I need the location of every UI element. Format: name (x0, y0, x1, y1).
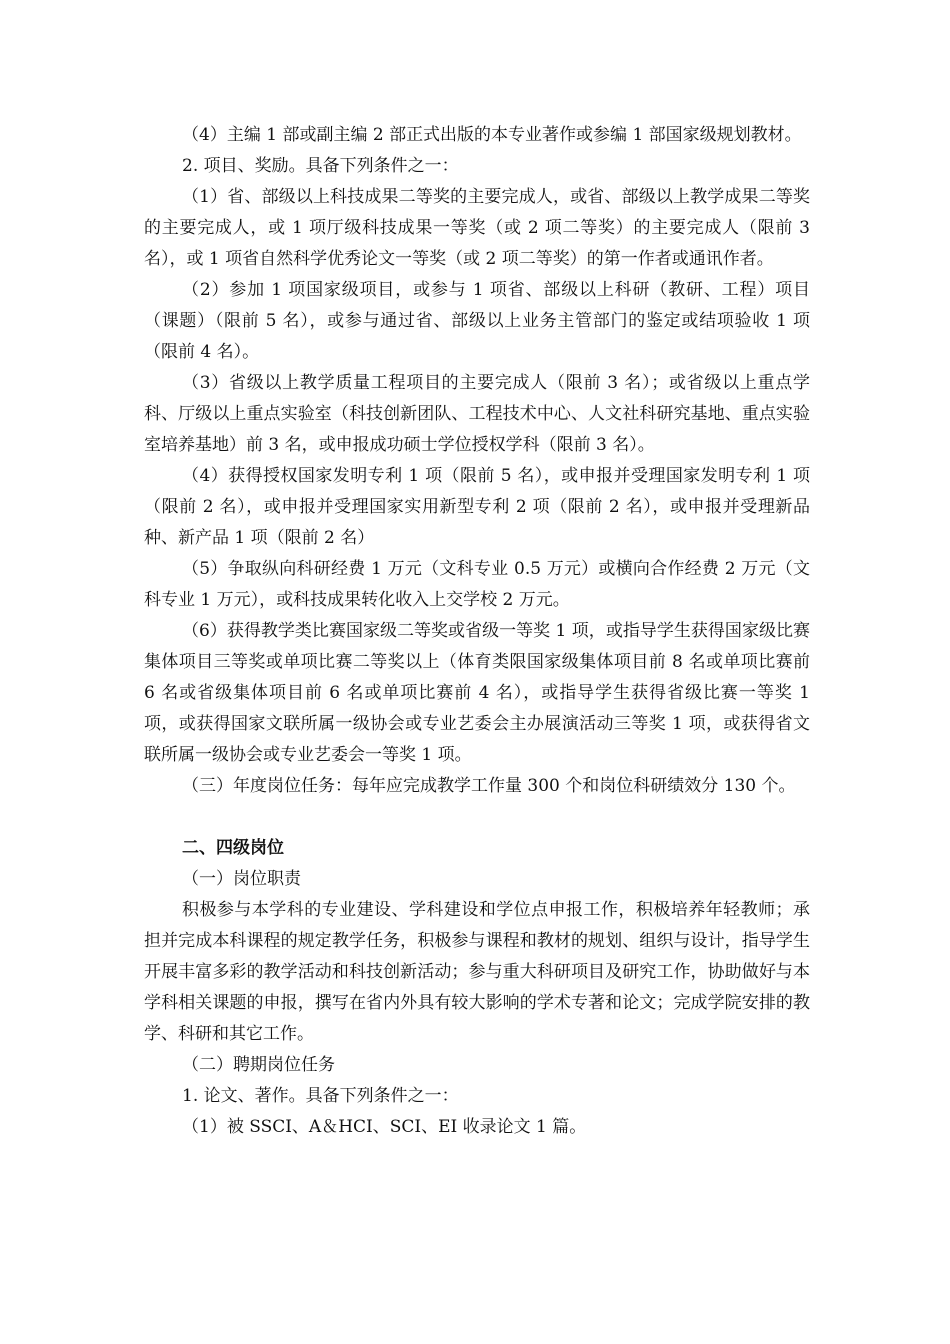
paragraph-editorship: （4）主编 1 部或副主编 2 部正式出版的本专业著作或参编 1 部国家级规划教材。 (182, 125, 802, 145)
paragraph-duties-title: （一）岗位职责 (182, 869, 301, 889)
paragraph-term-tasks-title: （二）聘期岗位任务 (182, 1055, 335, 1075)
paragraph-duties-body: 积极参与本学科的专业建设、学科建设和学位点申报工作，积极培养年轻教师；承担并完成本科课程的规定教学任务，积极参与课程和教材的规划、组织与设计，指导学生开展丰富多彩的教学活动和科技创新活动；参与重大科研项目及研究工作，协助做好与本学科相关课题的申报，撰写在省内外具有较大影响的学术专著和论文；完成学院安排的教学、科研和其它工作。 (144, 900, 810, 1044)
paragraph-award-condition-4: （4）获得授权国家发明专利 1 项（限前 5 名），或申报并受理国家发明专利 1 项（限前 2 名），或申报并受理国家实用新型专利 2 项（限前 2 名），或申报并受理新品种、新产品 1 项（限前 2 名） (144, 466, 810, 548)
paragraph-annual-tasks: （三）年度岗位任务：每年应完成教学工作量 300 个和岗位科研绩效分 130 个。 (182, 776, 796, 796)
paragraph-papers-condition-1: （1）被 SSCI、A＆HCI、SCI、EI 收录论文 1 篇。 (182, 1117, 587, 1137)
paragraph-award-condition-5: （5）争取纵向科研经费 1 万元（文科专业 0.5 万元）或横向合作经费 2 万元（文科专业 1 万元），或科技成果转化收入上交学校 2 万元。 (144, 559, 810, 610)
paragraph-award-condition-1: （1）省、部级以上科技成果二等奖的主要完成人，或省、部级以上教学成果二等奖的主要完成人，或 1 项厅级科技成果一等奖（或 2 项二等奖）的主要完成人（限前 3 名），或 1 项省自然科学优秀论文一等奖（或 2 项二等奖）的第一作者或通讯作者。 (144, 187, 810, 269)
paragraph-award-condition-3: （3）省级以上教学质量工程项目的主要完成人（限前 3 名）；或省级以上重点学科、厅级以上重点实验室（科技创新团队、工程技术中心、人文社科研究基地、重点实验室培养基地）前 3 名，或申报成功硕士学位授权学科（限前 3 名）。 (144, 373, 810, 455)
paragraph-papers-works: 1. 论文、著作。具备下列条件之一： (182, 1086, 459, 1106)
paragraph-projects-awards: 2. 项目、奖励。具备下列条件之一： (182, 156, 459, 176)
paragraph-award-condition-2: （2）参加 1 项国家级项目，或参与 1 项省、部级以上科研（教研、工程）项目（课题）（限前 5 名），或参与通过省、部级以上业务主管部门的鉴定或结项验收 1 项（限前 4 名）。 (144, 280, 810, 362)
section-heading: 二、四级岗位 (182, 838, 284, 858)
document-page (144, 120, 810, 1143)
paragraph-award-condition-6: （6）获得教学类比赛国家级二等奖或省级一等奖 1 项，或指导学生获得国家级比赛集体项目三等奖或单项比赛二等奖以上（体育类限国家级集体项目前 8 名或单项比赛前 6 名或省级集体项目前 6 名或单项比赛前 4 名），或指导学生获得省级比赛一等奖 1 项，或获得国家文联所属一级协会或专业艺委会主办展演活动三等奖 1 项，或获得省文联所属一级协会或专业艺委会一等奖 1 项。 (144, 621, 810, 765)
